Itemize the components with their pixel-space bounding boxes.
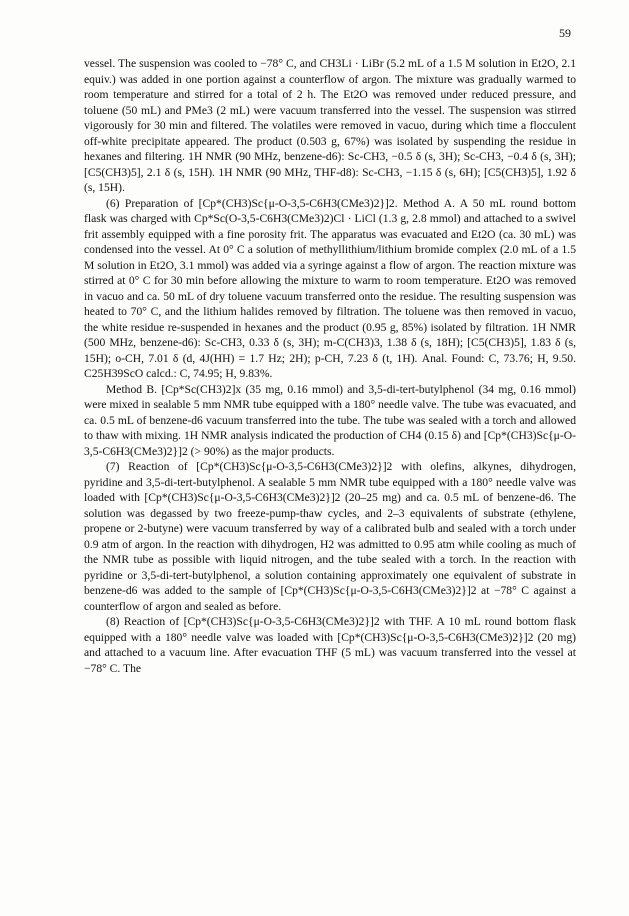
paragraph-method-b: Method B. [Cp*Sc(CH3)2]x (35 mg, 0.16 mmol) and 3,5-di-tert-butylphenol (34 mg, 0.16 mmol) were mixed in sealable 5 mm NMR tube equipped with a 180° needle valve. The tube was evacuated, and ca. 0.5 mL of benzene-d6 vacuum transferred into the tube. The tube was sealed with a torch and allowed to thaw with mixing. 1H NMR analysis indicated the production of CH4 (0.15 δ) and [Cp*(CH3)Sc{μ-O-3,5-C6H3(CMe3)2}]2 (> 90%) as the major products. — [84, 382, 576, 458]
paragraph-reaction-7: (7) Reaction of [Cp*(CH3)Sc{μ-O-3,5-C6H3(CMe3)2}]2 with olefins, alkynes, dihydrogen, pyridine and 3,5-di-tert-butylphenol. A sealable 5 mm NMR tube equipped with a 180° needle valve was loaded with [Cp*(CH3)Sc{μ-O-3,5-C6H3(CMe3)2}]2 (20–25 mg) and ca. 0.5 mL of benzene-d6. The solution was degassed by two freeze-pump-thaw cycles, and 2–3 equivalents of substrate (ethylene, propene or 2-butyne) were vacuum transferred by way of a calibrated bulb and sealed with a torch under 0.9 atm of argon. In the reaction with dihydrogen, H2 was admitted to 0.95 atm while cooling as much of the NMR tube as possible with liquid nitrogen, and the tube sealed with a torch. In the reaction with pyridine or 3,5-di-tert-butylphenol, a solution containing approximately one equivalent of substrate in benzene-d6 was added to the sample of [Cp*(CH3)Sc{μ-O-3,5-C6H3(CMe3)2}]2 at −78° C against a counterflow of argon and sealed as before. — [84, 460, 576, 613]
page-number: 59 — [559, 26, 571, 40]
experimental-text — [84, 56, 576, 676]
paragraph-continuation: vessel. The suspension was cooled to −78° C, and CH3Li · LiBr (5.2 mL of a 1.5 M solution in Et2O, 2.1 equiv.) was added in one portion against a counterflow of argon. The mixture was gradually warmed to room temperature and stirred for a total of 2 h. The Et2O was removed under reduced pressure, and toluene (50 mL) and PMe3 (2 mL) were vacuum transferred into the vessel. The suspension was stirred vigorously for 30 min and filtered. The volatiles were removed in vacuo, during which time a flocculent off-white precipitate appeared. The product (0.503 g, 67%) was isolated by suspending the residue in hexanes and filtering. 1H NMR (90 MHz, benzene-d6): Sc-CH3, −0.5 δ (s, 3H); Sc-CH3, −0.4 δ (s, 3H); [C5(CH3)5], 2.1 δ (s, 15H). 1H NMR (90 MHz, THF-d8): Sc-CH3, −1.15 δ (s, 6H); [C5(CH3)5], 1.92 δ (s, 15H). — [84, 57, 576, 194]
paragraph-preparation-6: (6) Preparation of [Cp*(CH3)Sc{μ-O-3,5-C6H3(CMe3)2}]2. Method A. A 50 mL round bottom flask was charged with Cp*Sc(O-3,5-C6H3(CMe3)2)Cl · LiCl (1.3 g, 2.8 mmol) and attached to a swivel frit assembly equipped with a fine porosity frit. The apparatus was evacuated and Et2O (ca. 30 mL) was condensed into the vessel. At 0° C a solution of methyllithium/lithium bromide complex (2.0 mL of a 1.5 M solution in Et2O, 3.1 mmol) was added via a syringe against a flow of argon. The reaction mixture was stirred at 0° C for 30 min before allowing the mixture to warm to room temperature. Et2O was removed in vacuo and ca. 50 mL of dry toluene vacuum transferred onto the residue. The resulting suspension was heated to 70° C, and the lithium halides removed by filtration. The toluene was then removed in vacuo, the white residue re-suspended in hexanes and the product (0.95 g, 85%) isolated by filtration. 1H NMR (500 MHz, benzene-d6): Sc-CH3, 0.33 δ (s, 3H); m-C(CH3)3, 1.38 δ (s, 18H); [C5(CH3)5], 1.83 δ (s, 15H); o-CH, 7.01 δ (d, 4J(HH) = 1.7 Hz; 2H); p-CH, 7.23 δ (t, 1H). Anal. Found: C, 73.76; H, 9.50. C25H39ScO calcd.: C, 74.95; H, 9.83%. — [84, 196, 576, 380]
paragraph-reaction-8: (8) Reaction of [Cp*(CH3)Sc{μ-O-3,5-C6H3(CMe3)2}]2 with THF. A 10 mL round bottom flask equipped with a 180° needle valve was loaded with [Cp*(CH3)Sc{μ-O-3,5-C6H3(CMe3)2}]2 (20 mg) and attached to a vacuum line. After evacuation THF (5 mL) was vacuum transferred into the vessel at −78° C. The — [84, 615, 576, 675]
